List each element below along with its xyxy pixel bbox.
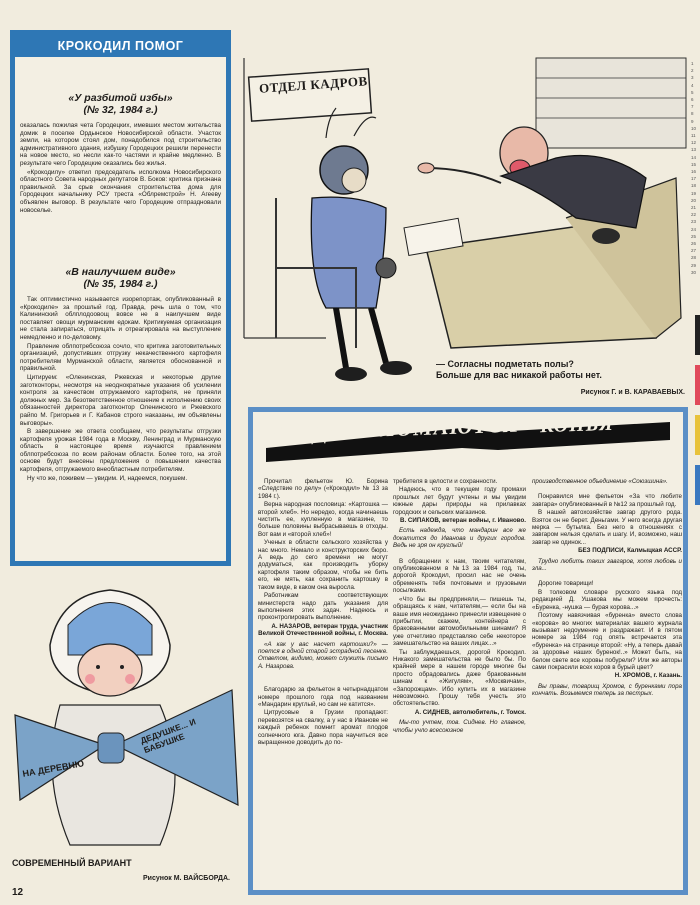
margin-number: 30: [691, 269, 697, 275]
signature: Н. ХРОМОВ, г. Казань.: [614, 672, 682, 680]
article-1-issue: (№ 32, 1984 г.): [83, 104, 158, 116]
paragraph: оказалась пожилая чета Городецких, имевших местом жительства домик в поселке Ордынское Новосибирской области. Участок земли, на котором стоял дом, понадобился под строительство административного здания, избушку Городецких решили перенести на новое место, но несли как-то частями и крайне медленно. В результате чего Городецкие оказались без жилья.: [20, 122, 221, 167]
ribbon-left-label: НА ДЕРЕВНЮ: [21, 758, 85, 779]
margin-number: 13: [691, 147, 697, 153]
margin-number: 14: [691, 154, 697, 160]
color-tab: [695, 415, 700, 455]
margin-number: 28: [691, 255, 697, 261]
signature: БЕЗ ПОДПИСИ, Калмыцкая АССР.: [578, 547, 682, 555]
margin-number: 17: [691, 176, 697, 182]
article-column-3: [532, 478, 682, 699]
margin-number: 2: [691, 68, 694, 74]
paragraph: Прочитал фельетон Ю. Борина «Следствие по делу» («Крокодил» № 13 за 1984 г.).: [258, 478, 388, 500]
margin-number: 23: [691, 219, 697, 225]
paragraph: «Крокодилу» ответил председатель исполкома Новосибирского областного Совета народных депутатов В. Боков: критика признана правильной. За срыв окончания строительства дома для Городецких начальнику РСУ треста «Облремстрой» Н. Агееву объявлен выговор. В результате чего Городецкие отпраздновали новоселье.: [20, 168, 221, 214]
margin-number: 6: [691, 97, 694, 103]
cartoon-caption: [436, 359, 684, 381]
baby-cartoon-caption: СОВРЕМЕННЫЙ ВАРИАНТ: [12, 858, 132, 868]
margin-number: 12: [691, 140, 697, 146]
signature: А. СИДНЕВ, автолюбитель, г. Томск.: [414, 708, 526, 716]
section-header: КРОКОДИЛ ПОМОГ: [15, 35, 226, 57]
paragraph: Работникам соответствующих министерств надо дать указания для выполнения этих задач. Надеюсь и проконтролировать выполнение.: [258, 592, 388, 622]
page-number: 12: [12, 887, 24, 898]
margin-number: 8: [691, 111, 694, 117]
margin-number: 19: [691, 190, 697, 196]
paragraph: Ты заблуждаешься, дорогой Крокодил. Никакого замешательства не было бы. По крайней мере в нашем городе многие бы просто обрадовались даже бракованным шинам к «Жигулям», «Москвичам», «Запорожцам». Ибо купить их в магазине невозможно. Прошу тебя учесть это обстоятельство.: [393, 648, 526, 708]
paragraph: Понравился мне фельетон «За что любите завгара» опубликованный в №12 за прошлый год.: [532, 493, 682, 508]
margin-number: 21: [691, 205, 697, 211]
paragraph: Правление облпотребсоюза сочло, что критика заготовительных организаций, допустивших отгрузку некачественного картофеля потребителям Мурманской области, является обоснованной и правильной.: [20, 342, 221, 373]
margin-number: 5: [691, 89, 694, 95]
margin-number: 18: [691, 183, 697, 189]
caption-line: — Согласны подметать полы?: [436, 359, 574, 369]
margin-number: 1: [691, 61, 694, 66]
caption-line: Больше для вас никакой работы нет.: [436, 370, 602, 380]
signature: А. НАЗАРОВ, ветеран труда, участник Великой Отечественной войны, г. Москва.: [258, 622, 388, 638]
editor-comment: Мы-то учтем, тов. Сиднев. Но главное, чтобы учло всесоюзное: [393, 719, 526, 734]
paragraph: В обращении к нам, твоим читателям, опубликованном в №13 за 1984 год, ты, дорогой Крокодил, просил нас не очень обременять тебя почтовыми и грузовыми посылками.: [393, 557, 526, 595]
editor-comment: Вы правы, товарищ Хромов, с буренками пора кончать. Возьмемся теперь за пестрых.: [532, 682, 682, 698]
paragraph: В завершение же ответа сообщаем, что результаты отгрузки картофеля урожая 1984 года в Москву, Ленинград и Мурманскую область в настоящее время изучаются правлением облпотребсоюза по всем районам области. Более того, на этой основе будут внесены предложения о повышении качества картофеля, отгружаемого внеобластным потребителям.: [20, 428, 221, 474]
paragraph: Ученых в области сельского хозяйства у нас много. Немало и конструкторских бюро. А ведь до сего времени не могут додуматься, как производить уборку картофеля таким образом, чтобы не бить его, не мять, как сохранить картошку в таком виде, в каком она выросла.: [258, 539, 388, 591]
margin-number: 15: [691, 161, 697, 167]
paragraph: Дорогие товарищи!: [538, 580, 594, 588]
paragraph: Цитируем: «Оленинская, Ржевская и некоторые другие заготконторы, несмотря на неоднократные указания об усилении контроля за качеством отгружаемого картофеля, не приняли должных мер. За безответственное отношение к исполнению своих обязанностей директора заготконтор Оленинского и Ржевского райпо М. Григорьев и Г. Кабанов строго наказаны, им объявлены выговоры».: [20, 373, 221, 427]
margin-number: 9: [691, 118, 694, 124]
color-tab: [695, 315, 700, 355]
margin-number: 7: [691, 104, 694, 110]
paragraph: В нашей автохозяйстве завгар другого рода. Взяток он не берет. Деньгами. У него всегда другая мерка — бутылка. Без него в отношениях с завгаром нельзя сделать и шагу. И, возможно, наш завгар не одинок...: [532, 509, 682, 546]
editor-comment: Трудно любить таких завгаров, хотя любовь и зла...: [532, 557, 682, 573]
margin-number: 24: [691, 226, 697, 232]
margin-number: 16: [691, 169, 697, 175]
margin-number: 20: [691, 197, 697, 203]
color-tab: [695, 465, 700, 505]
paragraph: Благодарю за фельетон в четырнадцатом номере прошлого года под названием «Мандарин круглый, но сам не катится».: [258, 686, 388, 708]
margin-number: 22: [691, 212, 697, 218]
margin-number: 25: [691, 233, 697, 239]
paragraph: Так оптимистично называется изорепортаж, опубликованный в «Крокодиле» за прошлый год. Правда, речь шла о том, что Калининский облплодоовощ вовсе не в наилучшем виде поставляет овощи мурманским едокам. Критикуемая организация не стала запираться, отрицать и отреагировала на выступление немедленно и по-деловому.: [20, 296, 221, 341]
article-2-title: «В наилучшем виде»: [65, 266, 176, 278]
hr-department-cartoon: [236, 18, 688, 390]
article-2-issue: (№ 35, 1984 г.): [83, 278, 158, 290]
margin-number: 27: [691, 248, 697, 254]
editor-comment: «А как у вас насчет картошки?» — поется в одной старой эстрадной песенке. Ответом, видимо, может служить письмо А. Назарова.: [258, 640, 388, 670]
margin-number: 11: [691, 133, 696, 139]
article-title-2: ЛОМАЮТСЯ: [379, 411, 520, 442]
editor-comment: производственное объединение «Союзшина».: [532, 478, 668, 485]
article-1-body: [20, 122, 221, 214]
editor-comment: Есть надежда, что мандарин все же докатится до Иванова и других городов. Ведь не зря он круглый!: [393, 527, 526, 550]
paragraph: требителя в целости и сохранности.: [393, 478, 498, 485]
article-title-1: КОГДА: [267, 417, 345, 448]
paragraph: Ну что же, поживем — увидим. И, надеемся, покушем.: [27, 474, 188, 482]
article-column-1: [258, 478, 388, 747]
article-column-2: [393, 478, 526, 735]
cartoon-credit: Рисунок Г. и В. КАРАВАЕВЫХ.: [580, 389, 685, 396]
ribbon-right-label: ДЕДУШКЕ... И БАБУШКЕ: [138, 716, 198, 756]
article-1-title: «У разбитой избы»: [68, 92, 173, 104]
hr-sign: ОТДЕЛ КАДРОВ: [258, 73, 369, 96]
article-2-body: [20, 296, 221, 482]
margin-number: 26: [691, 241, 697, 247]
paragraph: Надеюсь, что в текущем году промахи прошлых лет будут учтены и мы увидим южные дары природы на прилавках городских и сельских магазинов.: [393, 486, 526, 516]
margin-number: 3: [691, 75, 694, 81]
color-tab: [695, 365, 700, 405]
paragraph: Цитрусовые в Грузии пропадают: перевозятся на свалку, а у нас в Иванове не каждый ребенок помнит аромат плодов солнечного юга. Давно пора научиться все выращенное доводить до по-: [258, 709, 388, 746]
paragraph: Поэтому навязчивая «буренка» вместо слова «корова» во многих материалах вашего журнала вызывает недоумение и раздражает. И в пятом номере за 1984 год опять встречается эта «буренка» на странице второй: «Ну, а теперь давай за здоровье наших буренок!..» Может быть, на белом свете все коровы побурели? Или же авторы сами покрасили всех коров в бурый цвет?: [532, 612, 682, 671]
margin-number: 29: [691, 262, 697, 268]
paragraph: В толковом словаре русского языка под редакцией Д. Ушакова мы можем прочесть: «Буренка, -нушка — бурая корова...»: [532, 588, 682, 611]
left-article-1: [20, 92, 221, 215]
margin-number: 4: [691, 82, 694, 88]
left-article-2: [20, 266, 221, 483]
paragraph: Верна народная пословица: «Картошка — второй хлеб». Но нередко, когда начинаешь чистить ее, купленную в магазине, то больше половины выбрасываешь в отходы. Вот вам и «второй хлеб»!: [258, 501, 388, 538]
paragraph: «Что бы вы предприняли,— пишешь ты, обращаясь к нам, читателям,— если бы на ваше имя неожиданно принесли извещение о прибытии, скажем, контейнера с бракованными автомобильными шинами? Я уже отчетливо представляю себе некоторое замешательство на ваших лицах...»: [393, 595, 526, 648]
article-title-3: КОПЬЯ: [539, 412, 615, 438]
margin-number: 10: [691, 125, 697, 131]
signature: В. СИПАКОВ, ветеран войны, г. Иваново.: [400, 517, 526, 525]
baby-cartoon-credit: Рисунок М. ВАЙСБОРДА.: [143, 875, 230, 882]
margin-number-ruler: [691, 60, 699, 276]
